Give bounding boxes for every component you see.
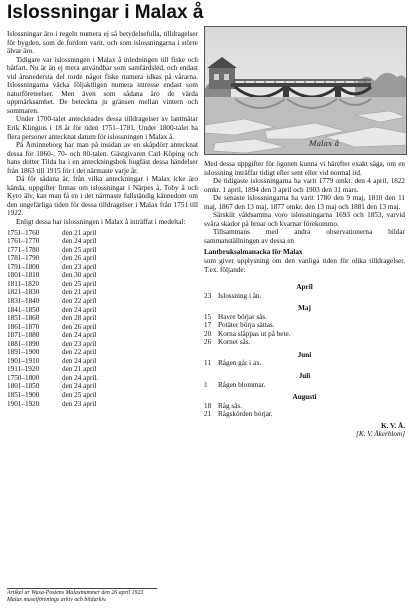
paragraph: Tidigare var islossningen i Malax å inledningen till fiske och båtfart. Nu är än ej mera användbar som samfärdsled, och endast vid ånsnedersta del torde något fiske numera idkas på vårarna. Islossningarna väcka följaktligen numera intresse endast som naturföreteelser. Men även som sådana äro de värda uppmärksamhet. De beteckna ju gränsen mellan vintern och sommaren. xyxy=(7,55,198,115)
footer-divider xyxy=(7,588,157,589)
year-range: 1750–1800 xyxy=(7,373,40,382)
paragraph: De tidigaste islossningarna ha varit 1779 omkr. den 4 april, 1822 omkr. 1 april, 1894 den 3 april och 1903 den 31 mars. xyxy=(204,177,405,194)
year-range: 1781–1790 xyxy=(7,254,40,263)
month-heading: Juni xyxy=(297,350,312,359)
year-date: den 24 april xyxy=(62,331,97,340)
year-row xyxy=(7,229,198,238)
footer-archive: Malax museiförenings arkiv och bildarkiv. xyxy=(7,597,107,603)
year-date: den 21 april xyxy=(62,228,97,237)
year-date: den 23 april xyxy=(62,339,97,348)
paragraph: De senaste islossningarna ha varit 1780 den 9 maj, 1810 den 11 maj, 1867 den 13 maj, 1877 omkr. den 13 maj och 1881 den 13 maj. xyxy=(204,194,405,211)
year-date: den 24 april xyxy=(62,305,97,314)
year-row xyxy=(7,391,198,400)
year-date: den 24 april xyxy=(62,356,97,365)
paragraph: Enligt dessa har islossningen i Malax å inträffat i medeltal: xyxy=(16,218,186,227)
year-date: den 22 april xyxy=(62,348,97,357)
year-range: 1771–1780 xyxy=(7,245,40,254)
year-date: den 26 april xyxy=(62,322,97,331)
year-row xyxy=(7,254,198,263)
almanac-text: Råg sås. xyxy=(218,401,242,410)
year-date: den 24 april xyxy=(62,382,97,391)
left-column xyxy=(7,30,198,408)
month-heading: Maj xyxy=(298,304,311,313)
year-date: den 25 april xyxy=(62,279,97,288)
year-row xyxy=(7,271,198,280)
year-row xyxy=(7,314,198,323)
almanac-text: Rågskörden börjar. xyxy=(218,410,273,419)
almanac-day: 21 xyxy=(204,410,212,419)
year-row xyxy=(7,323,198,332)
almanac-text: Rågen blommar. xyxy=(218,380,266,389)
year-row xyxy=(7,382,198,391)
year-range: 1861–1870 xyxy=(7,322,40,331)
almanac-entry xyxy=(204,292,405,301)
year-range: 1881–1890 xyxy=(7,339,40,348)
almanac-day: 11 xyxy=(204,359,211,368)
almanac-day: 20 xyxy=(204,329,212,338)
year-row xyxy=(7,280,198,289)
almanac-day: 15 xyxy=(204,312,212,321)
year-row xyxy=(7,400,198,409)
year-row xyxy=(7,374,198,383)
footer-note xyxy=(7,590,307,604)
year-date: den 23 april xyxy=(62,399,97,408)
almanac-day: 1 xyxy=(204,380,208,389)
almanac-day: 18 xyxy=(204,401,212,410)
year-date: den 25 april xyxy=(62,390,97,399)
footer-source: Artikel ur Wasa-Postens Malaxnummer den 26 april 1923 xyxy=(7,590,144,596)
year-date: den 28 april xyxy=(62,314,97,323)
paragraph: Då för sådana år, från vilka anteckningar i Malax icke äro kända, uppgifter finnas om islossningar i Närpes å, Toby å och Kyro älv, kan man få en i det närmaste fullständig kännedom om den ungefärliga tiden för dessa tilldragelser i Malax från 1751 till 1922. xyxy=(7,175,198,218)
almanac-entry xyxy=(204,338,405,347)
year-date: den 26 april xyxy=(62,254,97,263)
year-row xyxy=(7,246,198,255)
river-photo xyxy=(204,26,407,155)
almanac-text: Potäter börja sättas. xyxy=(218,321,275,330)
almanac-title: Lantbruksalmanacka för Malax xyxy=(204,248,303,257)
almanac-text: Islossning i ån. xyxy=(218,291,262,300)
year-row xyxy=(7,297,198,306)
almanac-day: 26 xyxy=(204,338,212,347)
year-table xyxy=(7,229,198,408)
year-range: 1851–1900 xyxy=(7,390,40,399)
year-row xyxy=(7,306,198,315)
year-range: 1871–1880 xyxy=(7,331,40,340)
author-initials: K. V. Å. xyxy=(381,421,405,430)
almanac-entry xyxy=(204,313,405,322)
paragraph: Tillsammans med andra observationerna bildar sammanställningen av dessa en xyxy=(204,228,405,245)
year-date: den 21 april xyxy=(62,365,97,374)
almanac-text: Kornet sås. xyxy=(218,338,251,347)
year-range: 1801–1850 xyxy=(7,382,40,391)
year-row xyxy=(7,237,198,246)
article-title: Islossningar i Malax å xyxy=(7,2,204,23)
almanac-intro: som giver upplysning om den vanliga tiden för olika tilldragelser. T.ex. följande: xyxy=(204,257,405,274)
year-row xyxy=(7,263,198,272)
year-range: 1831–1840 xyxy=(7,296,40,305)
almanac-day: 17 xyxy=(204,321,212,330)
year-range: 1821–1830 xyxy=(7,288,40,297)
almanac-entry xyxy=(204,321,405,330)
year-date: den 22 april xyxy=(62,296,97,305)
paragraph: På Åminneborg har man på insidan av en skåpdörr antecknat dessa för 1860-, 70- och 80-talen. Gästgivaren Carl Köping och hans dotter Tilda ha i en anteckningsbok hugfäst dessa händelser från 1863 till 1915 för i det närmaste varje år. xyxy=(7,141,198,175)
right-column xyxy=(204,160,405,439)
year-range: 1761–1770 xyxy=(7,237,40,246)
paragraph: Särskilt våldsamma voro islossningarna 1693 och 1853, varvid svåra skador på broar och kvarnar förekommo. xyxy=(204,211,405,228)
year-range: 1751–1760 xyxy=(7,228,40,237)
paragraph: Med dessa uppgifter för ögonen kunna vi härefter exakt säga, om en islossning inträffar tidigt eller sent eller vid normal tid. xyxy=(204,160,405,177)
year-date: den 24 april. xyxy=(62,373,99,382)
bridge-photo-illustration xyxy=(205,27,406,154)
year-date: den 21 april xyxy=(62,288,97,297)
year-date: den 30 april xyxy=(62,271,97,280)
year-range: 1911–1920 xyxy=(7,365,40,374)
almanac-entry xyxy=(204,359,405,368)
almanac-day: 23 xyxy=(204,291,212,300)
almanac-entry xyxy=(204,402,405,411)
year-row xyxy=(7,365,198,374)
year-range: 1811–1820 xyxy=(7,279,40,288)
year-row xyxy=(7,357,198,366)
year-range: 1901–1920 xyxy=(7,399,40,408)
year-range: 1801–1810 xyxy=(7,271,40,280)
year-row xyxy=(7,288,198,297)
author-name: [K. V. Åkerblom] xyxy=(356,430,405,439)
paragraph: Islossningar äro i regeln numera ej så betydelsefulla, tilldragelser för bygden, som de fordom varit, och som islossningarna i större älvar äro. xyxy=(7,30,198,56)
paragraph: Under 1700-talet antecknades dessa tilldragelser av lantmätar Erik Klingius i 18 år för tiden 1751–1781. Under 1800-talet ha flera personer antecknat datum för islossningen i Malax å. xyxy=(7,115,198,141)
year-range: 1841–1850 xyxy=(7,305,40,314)
year-range: 1791–1800 xyxy=(7,262,40,271)
year-range: 1851–1860 xyxy=(7,314,40,323)
month-heading: Juli xyxy=(298,372,311,381)
year-range: 1901–1910 xyxy=(7,356,40,365)
almanac-text: Havre börjar sås. xyxy=(218,312,267,321)
year-range: 1891–1900 xyxy=(7,348,40,357)
year-row xyxy=(7,340,198,349)
year-date: den 24 april xyxy=(62,237,97,246)
almanac-entry xyxy=(204,410,405,419)
year-date: den 23 april xyxy=(62,262,97,271)
year-row xyxy=(7,348,198,357)
almanac-entry xyxy=(204,381,405,390)
year-row xyxy=(7,331,198,340)
photo-caption: Malax å xyxy=(309,139,340,148)
year-date: den 25 april xyxy=(62,245,97,254)
month-heading: Augusti xyxy=(292,393,317,402)
month-heading: April xyxy=(296,283,313,292)
almanac-text: Korna släppas ut på bete. xyxy=(218,329,291,338)
almanac-text: Rågen går i ax. xyxy=(218,359,262,368)
